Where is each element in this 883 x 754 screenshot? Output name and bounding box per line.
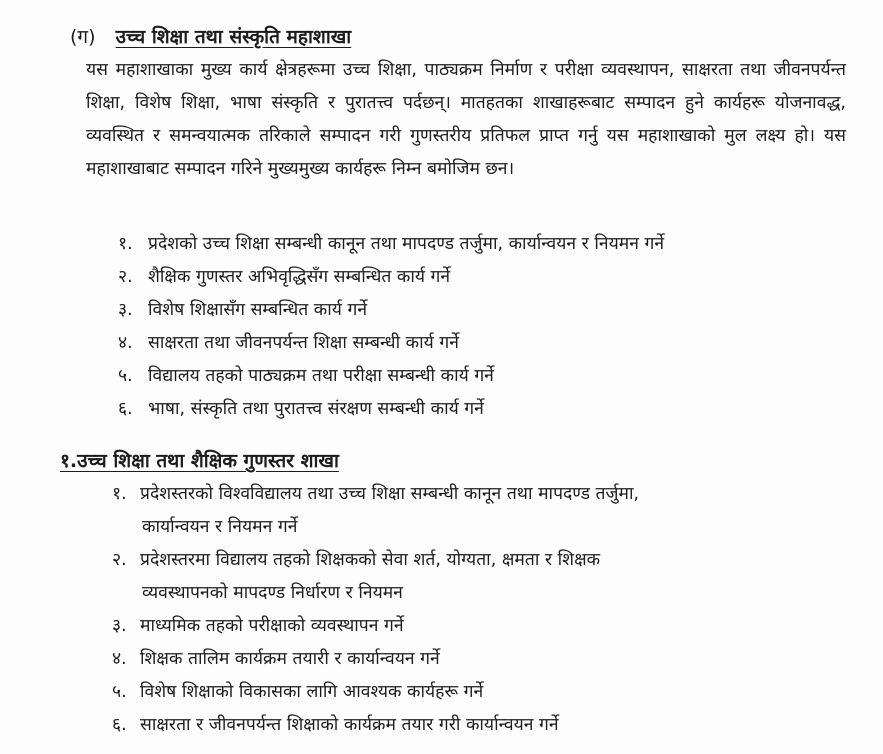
- item-number: ६.: [112, 715, 127, 735]
- item-number: १.: [118, 234, 133, 254]
- item-number: १.: [112, 484, 127, 504]
- section-title: उच्च शिक्षा तथा संस्कृति महाशाखा: [115, 26, 352, 48]
- item-number: ४.: [112, 649, 127, 669]
- item-text: प्रदेशस्तरको विश्वविद्यालय तथा उच्च शिक्षा सम्बन्धी कानून तथा मापदण्ड तर्जुमा,: [140, 484, 640, 504]
- list-item: [118, 261, 838, 294]
- item-text: साक्षरता र जीवनपर्यन्त शिक्षाको कार्यक्रम तयार गरी कार्यान्वयन गर्ने: [140, 715, 559, 735]
- item-text: विद्यालय तहको पाठ्यक्रम तथा परीक्षा सम्बन्धी कार्य गर्ने: [148, 366, 494, 386]
- list-item: [118, 228, 838, 261]
- item-continuation: कार्यान्वयन र नियमन गर्ने: [142, 517, 298, 537]
- item-text: माध्यमिक तहको परीक्षाको व्यवस्थापन गर्ने: [140, 616, 404, 636]
- list-item: [112, 676, 832, 709]
- list-item: [118, 294, 838, 327]
- item-text: शैक्षिक गुणस्तर अभिवृद्धिसँग सम्बन्धित कार्य गर्ने: [148, 267, 451, 287]
- list-item: [112, 544, 832, 610]
- item-number: २.: [118, 267, 133, 287]
- item-text: प्रदेशस्तरमा विद्यालय तहको शिक्षकको सेवा शर्त, योग्यता, क्षमता र शिक्षक: [140, 550, 601, 570]
- list-item: [112, 478, 832, 544]
- list-item: [112, 709, 832, 742]
- item-number: ६.: [118, 399, 133, 419]
- item-number: २.: [112, 550, 127, 570]
- item-continuation: व्यवस्थापनको मापदण्ड निर्धारण र नियमन: [142, 583, 403, 603]
- list-item: [118, 360, 838, 393]
- item-text: विशेष शिक्षासँग सम्बन्धित कार्य गर्ने: [148, 300, 368, 320]
- item-text: भाषा, संस्कृति तथा पुरातत्त्व संरक्षण सम्बन्धी कार्य गर्ने: [148, 399, 484, 419]
- subsection-item-list: [112, 478, 832, 742]
- item-text: विशेष शिक्षाको विकासका लागि आवश्यक कार्यहरू गर्ने: [140, 682, 484, 702]
- item-number: ५.: [112, 682, 127, 702]
- list-item: [118, 327, 838, 360]
- item-number: ३.: [118, 300, 133, 320]
- list-item: [112, 610, 832, 643]
- item-text: शिक्षक तालिम कार्यक्रम तयारी र कार्यान्वयन गर्ने: [140, 649, 440, 669]
- section-prefix: (ग): [70, 26, 96, 48]
- section-paragraph: यस महाशाखाका मुख्य कार्य क्षेत्रहरूमा उच्च शिक्षा, पाठ्यक्रम निर्माण र परीक्षा व्यवस्थापन, साक्षरता तथा जीवनपर्यन्त शिक्षा, विशेष शिक्षा, भाषा संस्कृति र पुरातत्त्व पर्दछन्। मातहतका शाखाहरूबाट सम्पादन हुने कार्यहरू योजनावद्ध, व्यवस्थित र समन्वयात्मक तरिकाले सम्पादन गरी गुणस्तरीय प्रतिफल प्राप्त गर्नु यस महाशाखाको मुल लक्ष्य हो। यस महाशाखाबाट सम्पादन गरिने मुख्यमुख्य कार्यहरू निम्न बमोजिम छन।: [86, 60, 846, 179]
- item-text: साक्षरता तथा जीवनपर्यन्त शिक्षा सम्बन्धी कार्य गर्ने: [148, 333, 459, 353]
- list-item: [112, 643, 832, 676]
- item-text: प्रदेशको उच्च शिक्षा सम्बन्धी कानून तथा मापदण्ड तर्जुमा, कार्यान्वयन र नियमन गर्ने: [148, 234, 665, 254]
- item-number: ४.: [118, 333, 133, 353]
- section-item-list: [118, 228, 838, 426]
- item-number: ५.: [118, 366, 133, 386]
- list-item: [118, 393, 838, 426]
- subsection-title: १.उच्च शिक्षा तथा शैक्षिक गुणस्तर शाखा: [60, 450, 339, 472]
- item-number: ३.: [112, 616, 127, 636]
- section-heading: [70, 22, 351, 52]
